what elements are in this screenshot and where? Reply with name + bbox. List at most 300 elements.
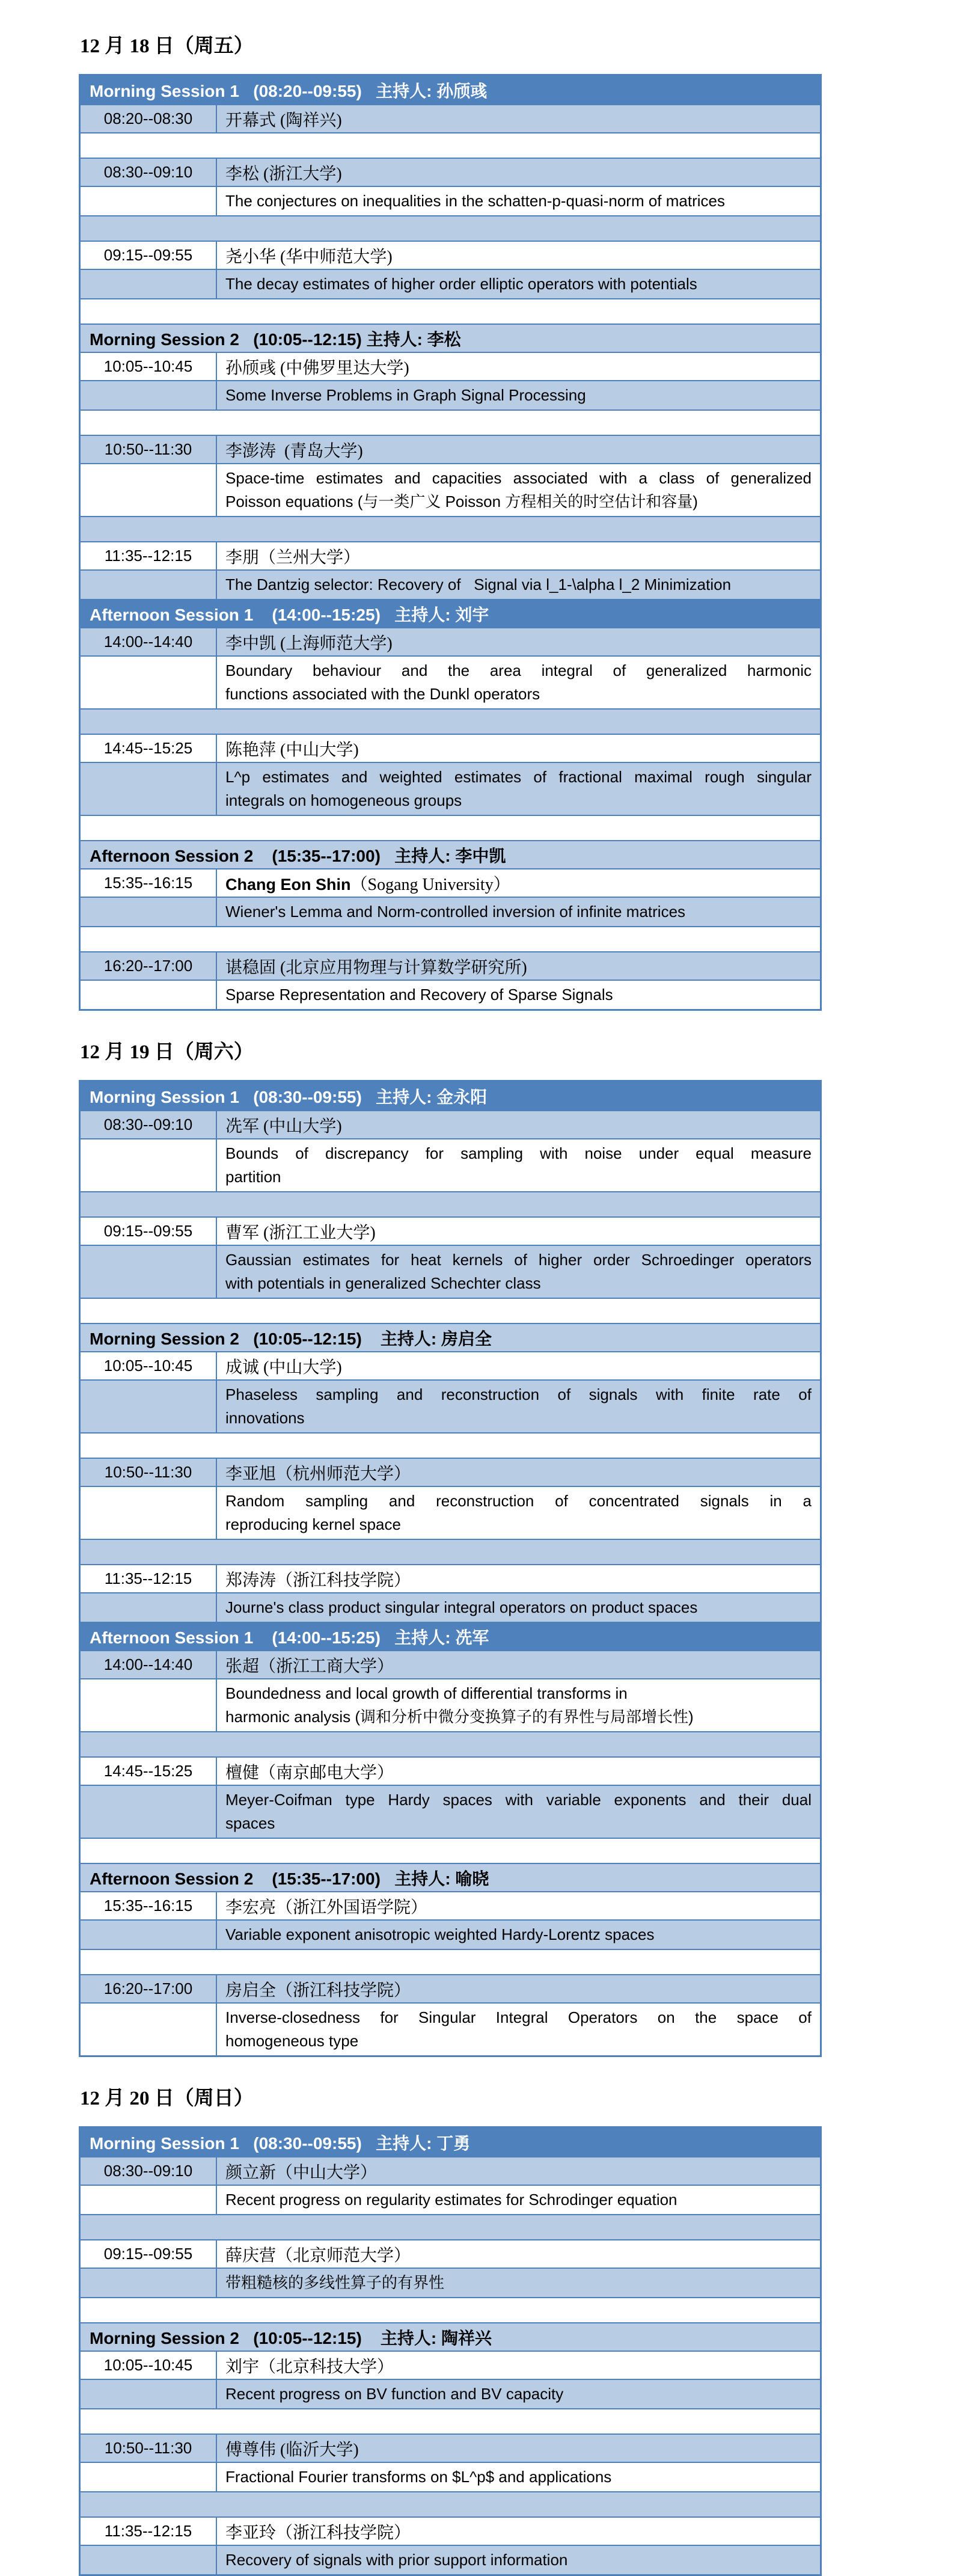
session-header-label: Afternoon Session 2 (15:35--17:00) 主持人: 喻晓 bbox=[90, 1869, 489, 1888]
separator-row bbox=[81, 2408, 820, 2433]
speaker-cell bbox=[217, 542, 820, 569]
talk-row bbox=[81, 868, 820, 897]
speaker-name: 成诚 bbox=[225, 1358, 260, 1377]
session-header-row bbox=[81, 599, 820, 627]
talk-row bbox=[81, 2516, 820, 2545]
speaker-affiliation: （杭州师范大学） bbox=[276, 1464, 411, 1483]
time-cell bbox=[81, 2435, 217, 2462]
talk-title-line: The Dantzig selector: Recovery of Signal via l_1-\alpha l_2 Minimization bbox=[225, 575, 732, 593]
speaker-name: 李澎涛 bbox=[225, 441, 277, 461]
speaker-affiliation: （中山大学） bbox=[276, 2163, 378, 2182]
talk-title-cell bbox=[217, 2004, 820, 2055]
time-cell bbox=[81, 1651, 217, 1678]
speaker-name: 李宏亮 bbox=[225, 1898, 277, 1917]
time-cell bbox=[81, 1381, 217, 1432]
talk-title-row bbox=[81, 2002, 820, 2055]
talk-title-line: Space-time estimates and capacities associated with a class of generalized bbox=[225, 469, 812, 487]
separator-row bbox=[81, 516, 820, 541]
time-cell bbox=[81, 1892, 217, 1919]
time-cell bbox=[81, 1111, 217, 1138]
time-cell bbox=[81, 2380, 217, 2408]
speaker-affiliation: （浙江工商大学） bbox=[259, 1657, 394, 1676]
speaker-cell bbox=[217, 1975, 820, 2002]
speaker-cell bbox=[217, 2435, 820, 2462]
talk-title-line: The conjectures on inequalities in the schatten-p-quasi-norm of matrices bbox=[225, 192, 725, 210]
time-label: 14:00--14:40 bbox=[103, 633, 193, 651]
speaker bbox=[225, 2519, 411, 2544]
separator-row bbox=[81, 132, 820, 158]
day-title: 12 月 18 日（周五） bbox=[80, 35, 254, 57]
time-label: 14:45--15:25 bbox=[103, 1762, 193, 1780]
talk-title-line: reproducing kernel space bbox=[225, 1515, 401, 1533]
speaker-affiliation: (华中师范大学) bbox=[276, 247, 393, 266]
talk-title-line: Recent progress on regularity estimates for Schrodinger equation bbox=[225, 2191, 677, 2209]
speaker bbox=[225, 544, 360, 568]
speaker-affiliation: （浙江科技学院） bbox=[276, 2523, 411, 2542]
talk-row bbox=[81, 1650, 820, 1678]
talk-row bbox=[81, 1974, 820, 2002]
talk-row bbox=[81, 2351, 820, 2379]
speaker bbox=[225, 2159, 377, 2183]
speaker-name: 李亚旭 bbox=[225, 1464, 277, 1483]
speaker-cell bbox=[217, 105, 820, 132]
talk-title-line: The decay estimates of higher order elliptic operators with potentials bbox=[225, 275, 697, 293]
time-cell bbox=[81, 1565, 217, 1592]
separator-row bbox=[81, 708, 820, 734]
talk-title-cell bbox=[217, 2463, 820, 2491]
time-label: 10:05--10:45 bbox=[103, 357, 193, 375]
time-cell bbox=[81, 735, 217, 762]
talk-title-cell bbox=[217, 1487, 820, 1539]
session-header-row bbox=[81, 840, 820, 868]
session-header-row bbox=[81, 324, 820, 352]
talk-title-row bbox=[81, 2379, 820, 2408]
talk-title-row bbox=[81, 655, 820, 708]
speaker bbox=[225, 438, 363, 462]
speaker-cell bbox=[217, 436, 820, 463]
talk-title-row bbox=[81, 1919, 820, 1949]
speaker bbox=[225, 1977, 411, 2001]
time-label: 15:35--16:15 bbox=[103, 874, 193, 892]
separator-row bbox=[81, 926, 820, 951]
talk-title-cell bbox=[217, 1921, 820, 1949]
talk-title-line: Fractional Fourier transforms on $L^p$ and applications bbox=[225, 2468, 612, 2486]
talk-title-row bbox=[81, 269, 820, 298]
time-cell bbox=[81, 571, 217, 599]
speaker bbox=[225, 737, 359, 761]
separator-row bbox=[81, 1191, 820, 1216]
speaker-affiliation: （Sogang University） bbox=[350, 875, 510, 894]
separator-row bbox=[81, 2214, 820, 2239]
talk-row bbox=[81, 2433, 820, 2462]
speaker bbox=[225, 1219, 376, 1244]
speaker-affiliation: (青岛大学) bbox=[276, 441, 363, 461]
talk-row bbox=[81, 1351, 820, 1379]
talk-row bbox=[81, 627, 820, 655]
day-title: 12 月 19 日（周六） bbox=[80, 1041, 254, 1063]
speaker-affiliation: (陶祥兴) bbox=[276, 111, 342, 130]
speaker-cell bbox=[217, 1218, 820, 1245]
time-label: 10:50--11:30 bbox=[104, 1463, 192, 1481]
session-header-row bbox=[81, 1622, 820, 1650]
speaker-affiliation: (浙江大学) bbox=[259, 164, 342, 183]
speaker-name: 郑涛涛 bbox=[225, 1571, 277, 1590]
time-label: 11:35--12:15 bbox=[104, 547, 192, 565]
speaker-cell bbox=[217, 869, 820, 897]
session-header-label: Morning Session 1 (08:30--09:55) 主持人: 丁勇 bbox=[90, 2133, 471, 2153]
speaker bbox=[225, 2354, 394, 2378]
talk-row bbox=[81, 158, 820, 186]
speaker-affiliation: (浙江工业大学) bbox=[259, 1223, 376, 1242]
talk-title-row bbox=[81, 1678, 820, 1731]
talk-title-cell bbox=[217, 381, 820, 409]
talk-title-cell bbox=[217, 464, 820, 516]
speaker-name: 冼军 bbox=[225, 1117, 260, 1136]
time-cell bbox=[81, 381, 217, 409]
speaker bbox=[225, 355, 409, 379]
talk-title-row bbox=[81, 2545, 820, 2574]
time-cell bbox=[81, 1459, 217, 1486]
talk-row bbox=[81, 2239, 820, 2268]
speaker-name: 薛庆营 bbox=[225, 2246, 277, 2265]
speaker-affiliation: （浙江科技学院） bbox=[276, 1571, 411, 1590]
talk-title-row bbox=[81, 569, 820, 599]
speaker-name: 谌稳固 bbox=[225, 958, 277, 977]
session-header-row bbox=[81, 1863, 820, 1891]
speaker-cell bbox=[217, 2240, 820, 2268]
time-cell bbox=[81, 436, 217, 463]
time-cell bbox=[81, 1246, 217, 1298]
time-label: 10:50--11:30 bbox=[104, 2439, 192, 2457]
session-header-row bbox=[81, 76, 820, 104]
talk-title-cell bbox=[217, 981, 820, 1009]
talk-title-cell bbox=[217, 1246, 820, 1298]
time-label: 09:15--09:55 bbox=[103, 246, 193, 264]
session-header-row bbox=[81, 1323, 820, 1351]
speaker-affiliation: （浙江科技学院） bbox=[276, 1981, 411, 2000]
time-label: 09:15--09:55 bbox=[103, 2245, 193, 2263]
talk-title-row bbox=[81, 2185, 820, 2214]
talk-row bbox=[81, 1564, 820, 1592]
speaker-cell bbox=[217, 2352, 820, 2379]
speaker-affiliation: (中山大学) bbox=[259, 1117, 342, 1136]
time-cell bbox=[81, 2186, 217, 2214]
speaker-affiliation: (中山大学) bbox=[259, 1358, 342, 1377]
talk-title-row bbox=[81, 186, 820, 215]
speaker-cell bbox=[217, 353, 820, 380]
time-cell bbox=[81, 464, 217, 516]
talk-title-cell bbox=[217, 1381, 820, 1432]
speaker bbox=[225, 1894, 427, 1918]
speaker-cell bbox=[217, 1352, 820, 1379]
time-cell bbox=[81, 2004, 217, 2055]
session-header-label: Morning Session 2 (10:05--12:15) 主持人: 陶祥兴 bbox=[90, 2328, 492, 2348]
day-title: 12 月 20 日（周日） bbox=[80, 2088, 254, 2109]
speaker bbox=[225, 1354, 342, 1378]
session-header-label: Afternoon Session 1 (14:00--15:25) 主持人: 刘宇 bbox=[90, 605, 489, 624]
speaker-affiliation: (北京应用物理与计算数学研究所) bbox=[276, 958, 527, 977]
speaker-affiliation: （北京师范大学） bbox=[276, 2246, 411, 2265]
time-label: 08:30--09:10 bbox=[103, 1115, 193, 1133]
time-cell bbox=[81, 105, 217, 132]
speaker-name: 檀健 bbox=[225, 1763, 260, 1782]
time-label: 14:45--15:25 bbox=[103, 739, 193, 757]
separator-row bbox=[81, 215, 820, 241]
separator-row bbox=[81, 298, 820, 324]
time-label: 08:30--09:10 bbox=[103, 2162, 193, 2180]
talk-title-line: Inverse-closedness for Singular Integral Operators on the space of bbox=[225, 2008, 812, 2026]
talk-title-cell bbox=[217, 2269, 820, 2297]
speaker-name: 傅尊伟 bbox=[225, 2440, 277, 2459]
time-label: 14:00--14:40 bbox=[103, 1655, 193, 1673]
talk-title-cell bbox=[217, 2546, 820, 2574]
talk-title-line: Boundary behaviour and the area integral of generalized harmonic bbox=[225, 661, 812, 679]
speaker-cell bbox=[217, 628, 820, 655]
time-cell bbox=[81, 2546, 217, 2574]
session-header-row bbox=[81, 2128, 820, 2156]
session-header-row bbox=[81, 2322, 820, 2351]
speaker bbox=[225, 2242, 411, 2266]
talk-row bbox=[81, 951, 820, 980]
talk-title-line: Poisson equations (与一类广义 Poisson 方程相关的时空估计和容量) bbox=[225, 492, 698, 511]
separator-row bbox=[81, 1539, 820, 1564]
talk-title-line: Wiener's Lemma and Norm-controlled inversion of infinite matrices bbox=[225, 903, 686, 921]
talk-title-line: L^p estimates and weighted estimates of fractional maximal rough singular bbox=[225, 768, 812, 786]
speaker-name: 尧小华 bbox=[225, 247, 277, 266]
speaker bbox=[225, 161, 342, 185]
speaker-cell bbox=[217, 2157, 820, 2185]
speaker-name: 开幕式 bbox=[225, 111, 277, 130]
talk-title-row bbox=[81, 1592, 820, 1622]
talk-row bbox=[81, 734, 820, 762]
speaker-cell bbox=[217, 1459, 820, 1486]
talk-title-line: Gaussian estimates for heat kernels of higher order Schroedinger operators bbox=[225, 1251, 812, 1269]
talk-title-row bbox=[81, 1245, 820, 1298]
talk-title-line: Recent progress on BV function and BV capacity bbox=[225, 2385, 564, 2403]
time-cell bbox=[81, 2240, 217, 2268]
talk-title-row bbox=[81, 1785, 820, 1838]
talk-title-row bbox=[81, 762, 820, 815]
talk-title-line: Meyer-Coifman type Hardy spaces with variable exponents and their dual bbox=[225, 1791, 812, 1809]
speaker-name: 孙颀彧 bbox=[225, 358, 277, 378]
speaker-name: 房启全 bbox=[225, 1981, 277, 2000]
talk-title-cell bbox=[217, 2380, 820, 2408]
speaker-name: 颜立新 bbox=[225, 2163, 277, 2182]
talk-row bbox=[81, 435, 820, 463]
speaker-name: 曹军 bbox=[225, 1223, 260, 1242]
talk-title-cell bbox=[217, 2186, 820, 2214]
talk-row bbox=[81, 1756, 820, 1785]
speaker bbox=[225, 1759, 394, 1783]
time-cell bbox=[81, 2463, 217, 2491]
speaker bbox=[225, 1113, 342, 1137]
talk-title-line: Bounds of discrepancy for sampling with noise under equal measure bbox=[225, 1144, 812, 1162]
speaker-affiliation: (中山大学) bbox=[276, 740, 359, 759]
speaker bbox=[225, 954, 527, 978]
time-label: 08:30--09:10 bbox=[103, 163, 193, 181]
speaker-cell bbox=[217, 1651, 820, 1678]
talk-title-cell bbox=[217, 898, 820, 926]
talk-row bbox=[81, 1216, 820, 1245]
talk-title-line: spaces bbox=[225, 1814, 275, 1832]
speaker-affiliation: （南京邮电大学） bbox=[259, 1763, 394, 1782]
schedule-table bbox=[79, 2126, 822, 2576]
separator-row bbox=[81, 1432, 820, 1458]
talk-title-row bbox=[81, 1379, 820, 1432]
speaker-affiliation: （浙江外国语学院） bbox=[276, 1898, 428, 1917]
speaker-cell bbox=[217, 952, 820, 980]
speaker bbox=[225, 630, 393, 654]
talk-title-row bbox=[81, 2268, 820, 2297]
time-label: 08:20--08:30 bbox=[103, 109, 193, 127]
speaker-name: 陈艳萍 bbox=[225, 740, 277, 759]
talk-title-cell bbox=[217, 270, 820, 298]
speaker-name: Chang Eon Shin bbox=[225, 875, 351, 894]
speaker-affiliation: (临沂大学) bbox=[276, 2440, 359, 2459]
talk-row bbox=[81, 104, 820, 132]
talk-row bbox=[81, 1458, 820, 1486]
time-cell bbox=[81, 657, 217, 708]
time-cell bbox=[81, 242, 217, 269]
speaker bbox=[225, 1461, 411, 1485]
speaker-cell bbox=[217, 735, 820, 762]
session-header-label: Morning Session 1 (08:20--09:55) 主持人: 孙颀彧 bbox=[90, 81, 488, 100]
time-cell bbox=[81, 628, 217, 655]
time-cell bbox=[81, 2157, 217, 2185]
talk-title-line: Some Inverse Problems in Graph Signal Processing bbox=[225, 386, 586, 404]
talk-title-cell bbox=[217, 1679, 820, 1731]
speaker bbox=[225, 244, 393, 268]
speaker-affiliation: （兰州大学） bbox=[259, 548, 361, 567]
time-label: 16:20--17:00 bbox=[103, 1980, 193, 1998]
separator-row bbox=[81, 815, 820, 840]
time-cell bbox=[81, 1487, 217, 1539]
speaker-cell bbox=[217, 2518, 820, 2545]
time-cell bbox=[81, 869, 217, 897]
session-header-label: Afternoon Session 2 (15:35--17:00) 主持人: 李中凯 bbox=[90, 846, 506, 865]
speaker-name: 李朋 bbox=[225, 548, 260, 567]
talk-title-line: partition bbox=[225, 1168, 281, 1186]
speaker-affiliation: (中佛罗里达大学) bbox=[276, 358, 409, 378]
talk-title-row bbox=[81, 380, 820, 409]
time-cell bbox=[81, 270, 217, 298]
talk-title-row bbox=[81, 980, 820, 1009]
speaker-cell bbox=[217, 1565, 820, 1592]
talk-title-row bbox=[81, 897, 820, 926]
speaker-name: 李中凯 bbox=[225, 634, 277, 653]
talk-title-cell bbox=[217, 187, 820, 215]
time-cell bbox=[81, 1352, 217, 1379]
speaker-affiliation: (上海师范大学) bbox=[276, 634, 393, 653]
talk-title-row bbox=[81, 2462, 820, 2491]
time-cell bbox=[81, 1593, 217, 1622]
talk-title-cell bbox=[217, 1139, 820, 1191]
talk-title-cell bbox=[217, 763, 820, 815]
speaker-cell bbox=[217, 1892, 820, 1919]
time-label: 10:50--11:30 bbox=[104, 440, 192, 458]
talk-row bbox=[81, 352, 820, 380]
separator-row bbox=[81, 2491, 820, 2516]
session-header-row bbox=[81, 1082, 820, 1110]
talk-title-cell bbox=[217, 571, 820, 599]
time-cell bbox=[81, 542, 217, 569]
time-cell bbox=[81, 2352, 217, 2379]
speaker bbox=[225, 871, 510, 895]
talk-title-cell bbox=[217, 1786, 820, 1838]
time-cell bbox=[81, 2518, 217, 2545]
time-cell bbox=[81, 1786, 217, 1838]
time-cell bbox=[81, 1975, 217, 2002]
separator-row bbox=[81, 1298, 820, 1323]
time-cell bbox=[81, 898, 217, 926]
time-cell bbox=[81, 1758, 217, 1785]
talk-title-line: Journe's class product singular integral operators on product spaces bbox=[225, 1598, 698, 1616]
talk-row bbox=[81, 241, 820, 269]
speaker bbox=[225, 2436, 359, 2461]
time-cell bbox=[81, 1921, 217, 1949]
speaker-name: 张超 bbox=[225, 1657, 260, 1676]
talk-title-line: Sparse Representation and Recovery of Sparse Signals bbox=[225, 986, 613, 1004]
time-label: 10:05--10:45 bbox=[103, 1357, 193, 1375]
talk-title-line: integrals on homogeneous groups bbox=[225, 791, 462, 809]
speaker-name: 李松 bbox=[225, 164, 260, 183]
talk-title-line: Random sampling and reconstruction of concentrated signals in a bbox=[225, 1492, 812, 1510]
time-cell bbox=[81, 1218, 217, 1245]
talk-row bbox=[81, 1891, 820, 1919]
talk-title-line: homogeneous type bbox=[225, 2032, 359, 2050]
talk-title-line: harmonic analysis (调和分析中微分变换算子的有界性与局部增长性) bbox=[225, 1708, 694, 1726]
speaker-cell bbox=[217, 1758, 820, 1785]
talk-row bbox=[81, 2156, 820, 2185]
session-header-label: Afternoon Session 1 (14:00--15:25) 主持人: 冼军 bbox=[90, 1628, 489, 1647]
talk-title-line: 带粗糙核的多线性算子的有界性 bbox=[225, 2274, 445, 2292]
time-cell bbox=[81, 981, 217, 1009]
session-header-label: Morning Session 2 (10:05--12:15) 主持人: 房启全 bbox=[90, 1329, 492, 1348]
talk-title-line: Recovery of signals with prior support information bbox=[225, 2551, 568, 2569]
talk-title-line: innovations bbox=[225, 1409, 305, 1427]
talk-title-line: with potentials in generalized Schechter class bbox=[225, 1274, 541, 1292]
talk-title-row bbox=[81, 1486, 820, 1539]
talk-row bbox=[81, 1110, 820, 1138]
session-header-label: Morning Session 1 (08:30--09:55) 主持人: 金永阳 bbox=[90, 1087, 488, 1106]
time-label: 10:05--10:45 bbox=[103, 2356, 193, 2374]
talk-title-line: Boundedness and local growth of differential transforms in bbox=[225, 1684, 628, 1702]
talk-title-cell bbox=[217, 657, 820, 708]
time-label: 11:35--12:15 bbox=[104, 2522, 192, 2540]
time-cell bbox=[81, 187, 217, 215]
speaker-cell bbox=[217, 1111, 820, 1138]
speaker bbox=[225, 107, 342, 131]
time-cell bbox=[81, 1139, 217, 1191]
time-cell bbox=[81, 1679, 217, 1731]
talk-row bbox=[81, 541, 820, 569]
time-cell bbox=[81, 2269, 217, 2297]
talk-title-line: Variable exponent anisotropic weighted Hardy-Lorentz spaces bbox=[225, 1925, 655, 1943]
talk-title-row bbox=[81, 1138, 820, 1191]
time-label: 15:35--16:15 bbox=[103, 1897, 193, 1915]
time-cell bbox=[81, 952, 217, 980]
talk-title-line: functions associated with the Dunkl operators bbox=[225, 685, 540, 703]
separator-row bbox=[81, 1949, 820, 1974]
time-label: 09:15--09:55 bbox=[103, 1222, 193, 1240]
schedule-table bbox=[79, 74, 822, 1011]
separator-row bbox=[81, 1838, 820, 1863]
time-cell bbox=[81, 353, 217, 380]
day-section bbox=[79, 1036, 823, 2057]
time-label: 16:20--17:00 bbox=[103, 957, 193, 975]
speaker-cell bbox=[217, 159, 820, 186]
separator-row bbox=[81, 409, 820, 435]
